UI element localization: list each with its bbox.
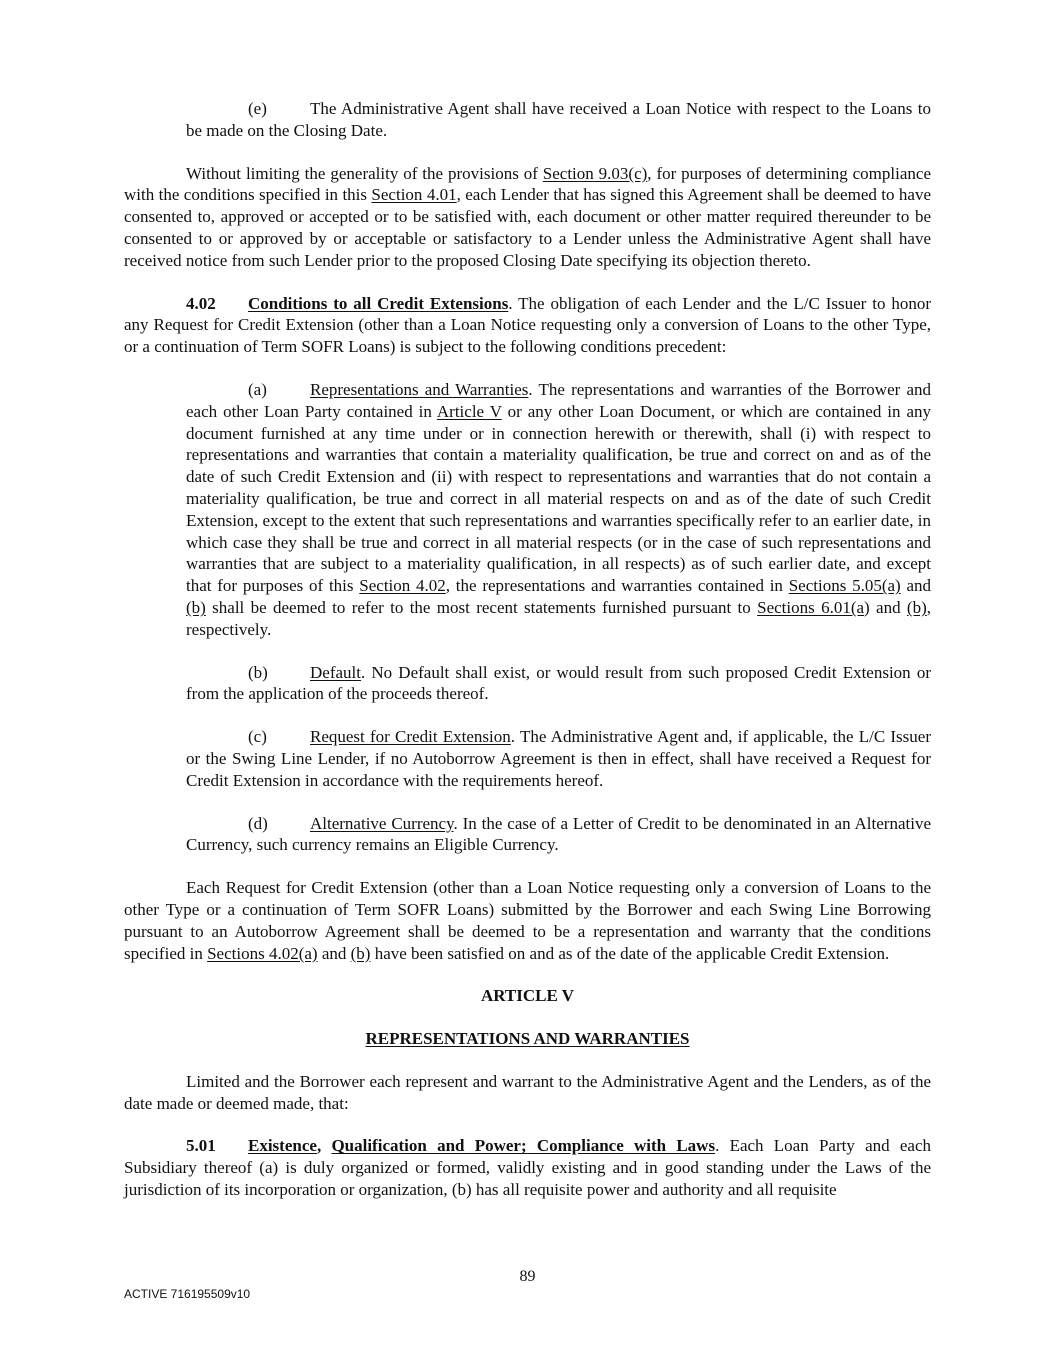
document-footer: ACTIVE 716195509v10 — [124, 1287, 251, 1301]
section-number: 4.02 — [186, 293, 216, 313]
section-4-02 — [124, 293, 931, 358]
article-heading: ARTICLE V — [480, 986, 575, 1006]
text-run: . The obligation of each Lender and the L/C Issuer to honor any Request for Credit Extension (other than a Loan Notice requesting only a conversion of Loans to the other Type, or a continuation of Term SOFR Loans) is subject to the following conditions precedent: — [124, 293, 931, 357]
section-reference: Sections 5.05(a) — [788, 576, 901, 596]
page-number: 89 — [519, 1268, 536, 1285]
section-reference: (b) — [906, 597, 927, 617]
article-title-text: REPRESENTATIONS AND WARRANTIES — [365, 1029, 690, 1049]
section-reference: (b) — [186, 597, 206, 617]
item-c — [186, 726, 931, 791]
text-run: , the representations and warranties contained in — [445, 576, 789, 596]
text-run: or any other Loan Document, or which are contained in any document furnished at any time under or in connection herewith or therewith, shall (i) with respect to representations and warranties that contain a materiality qualification, be true and correct on and as of the date of such Credit Extension and (ii) with respect to representations and warranties that do not contain a materiality qualification, be true and correct in all material respects on and as of the date of such Credit Extension, except to the extent that such representations and warranties specifically refer to an earlier date, in which case they shall be true and correct in all material respects (or in the case of such representations and warranties that are subject to a materiality qualification, in all respects) as of such earlier date, and except that for purposes of this — [186, 401, 931, 596]
item-a — [186, 379, 931, 641]
section-reference: Section 4.01 — [371, 185, 457, 205]
item-title: Alternative Currency — [310, 813, 454, 833]
article-title — [124, 1028, 931, 1050]
section-reference: Section 9.03(c) — [542, 163, 648, 183]
text-run: , respectively. — [186, 597, 931, 639]
item-label: (a) — [248, 379, 267, 399]
item-title: Representations and Warranties — [310, 379, 529, 399]
item-label: (c) — [248, 727, 267, 747]
text-run: ) and — [864, 597, 907, 617]
text-run: Without limiting the generality of the provisions of — [186, 163, 543, 183]
text-run: and — [317, 943, 351, 963]
text-run: , — [316, 1136, 322, 1156]
item-b — [186, 662, 931, 706]
section-reference: Sections 4.02(a) — [207, 943, 318, 963]
section-reference: (b) — [350, 943, 371, 963]
paragraph-e — [186, 98, 931, 142]
paragraph-without-limiting — [124, 163, 931, 272]
section-title: Qualification and Power; Compliance with Laws — [331, 1136, 716, 1156]
paragraph-text: The Administrative Agent shall have received a Loan Notice with respect to the Loans to be made on the Closing Date. — [186, 99, 931, 140]
document-page — [124, 98, 931, 1201]
section-title: Existence — [248, 1136, 317, 1156]
paragraph-limited: Limited and the Borrower each represent and warrant to the Administrative Agent and the Lenders, as of the date made or deemed made, that: — [124, 1071, 931, 1113]
text-run: shall be deemed to refer to the most recent statements furnished pursuant to — [205, 597, 758, 617]
section-number: 5.01 — [186, 1136, 216, 1156]
text-run: Each Request for Credit Extension (other than a Loan Notice requesting only a conversion of Loans to the other Type or a continuation of Term SOFR Loans) submitted by the Borrower and each Swing Line Borrowing pursuant to an Autoborrow Agreement shall be deemed to be a representation and warranty that the conditions specified in — [124, 878, 931, 963]
paragraph-each-request — [124, 877, 931, 964]
text-run: , each Lender that has signed this Agreement shall be deemed to have consented to, approved or accepted or to be satisfied with, each document or other matter required thereunder to be consented to or approved by or acceptable or satisfactory to a Lender unless the Administrative Agent shall have received notice from such Lender prior to the proposed Closing Date specifying its objection thereto. — [124, 185, 932, 270]
text-run: . The representations and warranties of the Borrower and each other Loan Party contained in — [186, 379, 931, 421]
text-run: . Each Loan Party and each Subsidiary thereof (a) is duly organized or formed, validly existing and in good standing under the Laws of the jurisdiction of its incorporation or organization, (b) has all requisite power and authority and all requisite — [124, 1136, 931, 1200]
item-label: (e) — [248, 99, 267, 118]
text-run: . No Default shall exist, or would result from such proposed Credit Extension or from the application of the proceeds thereof. — [186, 662, 931, 704]
item-label: (b) — [248, 662, 268, 682]
section-reference: Sections 6.01(a — [757, 597, 865, 617]
item-title: Request for Credit Extension — [310, 727, 511, 747]
section-reference: Section 4.02 — [359, 576, 446, 596]
text-run: and — [900, 576, 932, 596]
item-d — [186, 813, 931, 857]
text-run: . The Administrative Agent and, if applicable, the L/C Issuer or the Swing Line Lender, if no Autoborrow Agreement is then in effect, shall have received a Request for Credit Extension in accordance with the requirements hereof. — [186, 727, 931, 790]
text-run: , for purposes of determining compliance with the conditions specified in this — [124, 163, 931, 205]
text-run: have been satisfied on and as of the date of the applicable Credit Extension. — [370, 943, 890, 963]
item-title: Default — [310, 662, 361, 682]
section-5-01 — [124, 1135, 931, 1200]
text-run: . In the case of a Letter of Credit to be denominated in an Alternative Currency, such currency remains an Eligible Currency. — [186, 813, 931, 855]
section-title: Conditions to all Credit Extensions — [248, 293, 509, 313]
section-reference: Article V — [436, 401, 502, 421]
item-label: (d) — [248, 813, 268, 833]
